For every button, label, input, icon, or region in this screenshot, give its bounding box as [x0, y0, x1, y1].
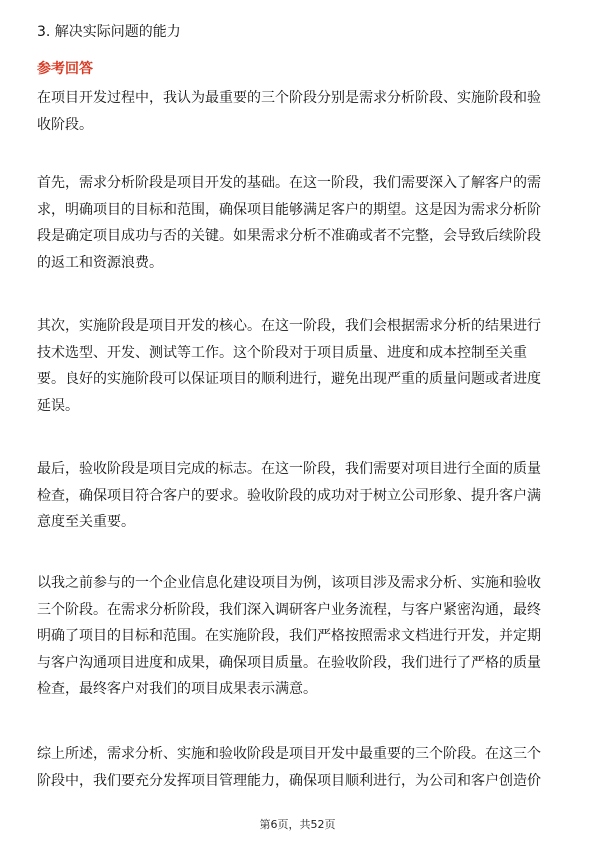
paragraph-line: 意度至关重要。 [37, 514, 135, 531]
section-heading: 3. 解决实际问题的能力 [37, 24, 181, 40]
paragraph-line: 明确了项目的目标和范围。在实施阶段，我们严格按照需求文档进行开发，并定期 [37, 628, 541, 645]
paragraph-acceptance [37, 456, 557, 536]
paragraph-line: 首先，需求分析阶段是项目开发的基础。在这一阶段，我们需要深入了解客户的需 [37, 175, 541, 191]
paragraph-requirements [37, 170, 557, 276]
paragraph-line: 阶段中，我们要充分发挥项目管理能力，确保项目顺利进行，为公司和客户创造价 [37, 772, 541, 789]
page-number-footer: 第6页，共52页 [259, 818, 336, 831]
paragraph-line: 三个阶段。在需求分析阶段，我们深入调研客户业务流程，与客户紧密沟通，最终 [37, 601, 541, 618]
paragraph-line: 其次，实施阶段是项目开发的核心。在这一阶段，我们会根据需求分析的结果进行 [37, 318, 541, 334]
paragraph-intro [37, 85, 557, 138]
paragraph-example [37, 570, 557, 703]
paragraph-line: 综上所述，需求分析、实施和验收阶段是项目开发中最重要的三个阶段。在这三个 [37, 746, 541, 762]
answer-label: 参考回答 [37, 61, 93, 77]
paragraph-line: 技术选型、开发、测试等工作。这个阶段对于项目质量、进度和成本控制至关重 [37, 344, 527, 361]
paragraph-implementation [37, 313, 557, 419]
paragraph-line: 收阶段。 [37, 116, 93, 133]
paragraph-line: 检查，确保项目符合客户的要求。验收阶段的成功对于树立公司形象、提升客户满 [37, 487, 541, 504]
paragraph-line: 段是确定项目成功与否的关键。如果需求分析不准确或者不完整，会导致后续阶段 [37, 228, 541, 245]
paragraph-line: 要。良好的实施阶段可以保证项目的顺利进行，避免出现严重的质量问题或者进度 [37, 371, 541, 388]
paragraph-line: 求，明确项目的目标和范围，确保项目能够满足客户的期望。这是因为需求分析阶 [37, 201, 541, 218]
paragraph-line: 以我之前参与的一个企业信息化建设项目为例，该项目涉及需求分析、实施和验收 [37, 575, 541, 591]
paragraph-line: 在项目开发过程中，我认为最重要的三个阶段分别是需求分析阶段、实施阶段和验 [37, 90, 541, 106]
paragraph-line: 的返工和资源浪费。 [37, 254, 163, 271]
paragraph-summary [37, 741, 557, 794]
paragraph-line: 检查，最终客户对我们的项目成果表示满意。 [37, 681, 317, 698]
paragraph-line: 与客户沟通项目进度和成果，确保项目质量。在验收阶段，我们进行了严格的质量 [37, 654, 541, 671]
paragraph-line: 最后，验收阶段是项目完成的标志。在这一阶段，我们需要对项目进行全面的质量 [37, 461, 541, 477]
paragraph-line: 延误。 [37, 397, 79, 414]
